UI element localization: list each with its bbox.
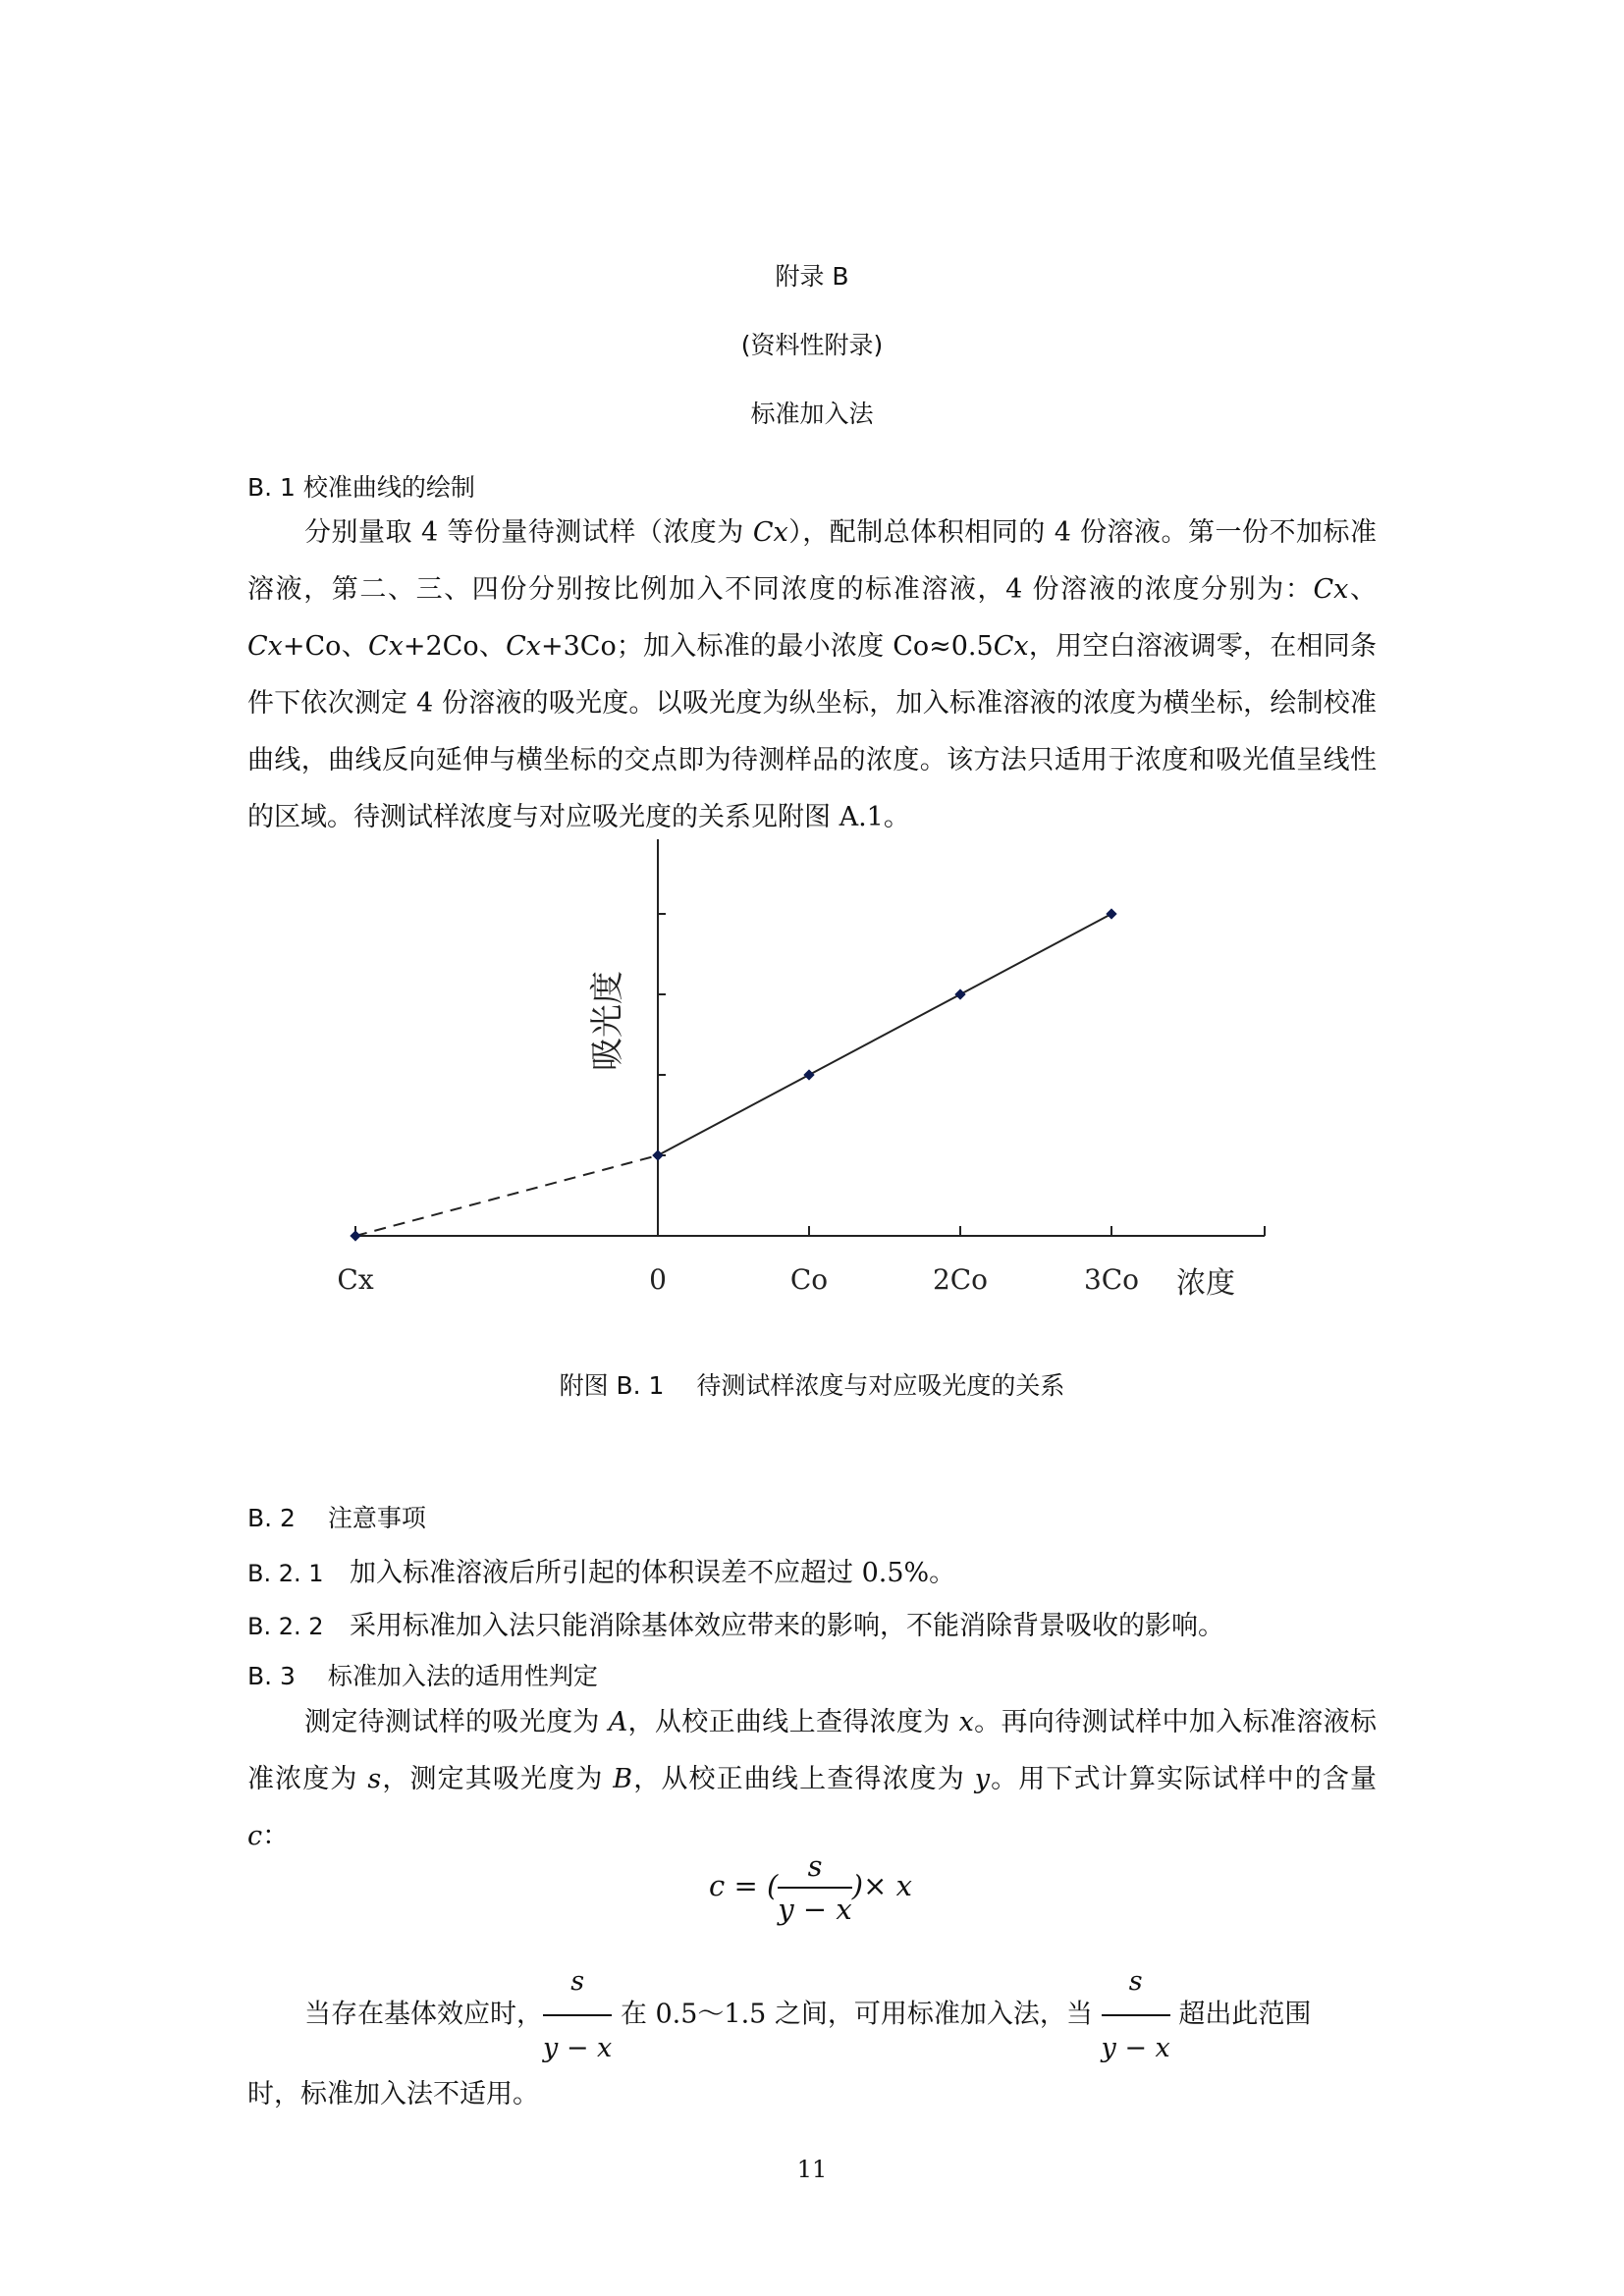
section-b3-paragraph: 测定待测试样的吸光度为 A，从校正曲线上查得浓度为 x。再向待测试样中加入标准溶液标准浓度为 s，测定其吸光度为 B，从校正曲线上查得浓度为 y。用下式计算实际试样中的含量 c：	[247, 1707, 1377, 1851]
item-text: 采用标准加入法只能消除基体效应带来的影响，不能消除背景吸收的影响。	[350, 1611, 1224, 1641]
item-number: B. 2. 1	[247, 1560, 324, 1587]
condition-line: 当存在基体效应时， $\frac{s}{y - x}$ 在 0.5～1.5 之间，可用标准加入法，当 $\frac{s}{y - x}$ 超出此范围	[304, 1953, 1384, 2077]
section-b1-paragraph: 分别量取 4 等份量待测试样（浓度为 Cx），配制总体积相同的 4 份溶液。第一份不加标准溶液，第二、三、四份分别按比例加入不同浓度的标准溶液，4 份溶液的浓度分别为：Cx、Cx+Co、Cx+2Co、Cx+3Co；加入标准的最小浓度 Co≈0.5Cx，用空白溶液调零，在相同条件下依次测定 4 份溶液的吸光度。以吸光度为纵坐标，加入标准溶液的浓度为横坐标，绘制校准曲线，曲线反向延伸与横坐标的交点即为待测样品的浓度。该方法只适用于浓度和吸光值呈线性的区域。待测试样浓度与对应吸光度的关系见附图 A.1。	[247, 517, 1378, 832]
section-b1-heading: B. 1 校准曲线的绘制	[247, 473, 475, 502]
page-number: 11	[796, 2156, 828, 2183]
x-tick-label: 0	[649, 1263, 667, 1296]
condition-tail: 时，标准加入法不适用。	[247, 2079, 539, 2109]
data-point	[954, 988, 965, 999]
item-number: B. 2. 2	[247, 1613, 324, 1640]
data-point	[803, 1069, 814, 1080]
item-text: 加入标准溶液后所引起的体积误差不应超过 0.5%。	[350, 1558, 956, 1588]
x-tick-label: Cx	[337, 1263, 374, 1296]
x-tick-label: 3Co	[1083, 1263, 1140, 1296]
list-item	[247, 1604, 1224, 1642]
fraction: $\frac{s}{y - x}$	[543, 1953, 612, 2077]
calibration-line	[658, 914, 1111, 1155]
data-point	[350, 1230, 360, 1241]
x-tick-label: 2Co	[932, 1263, 989, 1296]
appendix-title: 附录 B	[775, 262, 849, 291]
data-point	[1106, 908, 1116, 919]
chart-series	[350, 908, 1116, 1241]
list-item	[247, 1551, 955, 1589]
fraction: $\frac{s}{y - x}$	[1102, 1953, 1170, 2077]
extrapolation-line	[355, 1155, 658, 1236]
section-b2-heading: B. 2 注意事项	[247, 1504, 426, 1532]
figure-caption: 附图 B. 1 待测试样浓度与对应吸光度的关系	[559, 1371, 1065, 1400]
chart-labels	[337, 971, 1235, 1301]
fraction: $\frac{s}{y - x}$	[778, 1849, 852, 1926]
y-axis-label: 吸光度	[588, 971, 627, 1071]
data-point	[652, 1149, 663, 1160]
appendix-name: 标准加入法	[750, 400, 874, 428]
calibration-chart	[334, 820, 1316, 1310]
chart-axes	[355, 839, 1265, 1236]
x-axis-label: 浓度	[1176, 1266, 1235, 1301]
appendix-subtitle: (资料性附录)	[740, 331, 884, 359]
formula: c = ( $\frac{s}{y - x}$ )× x	[709, 1849, 912, 1926]
x-tick-label: Co	[789, 1263, 829, 1296]
section-b3-heading: B. 3 标准加入法的适用性判定	[247, 1662, 598, 1690]
